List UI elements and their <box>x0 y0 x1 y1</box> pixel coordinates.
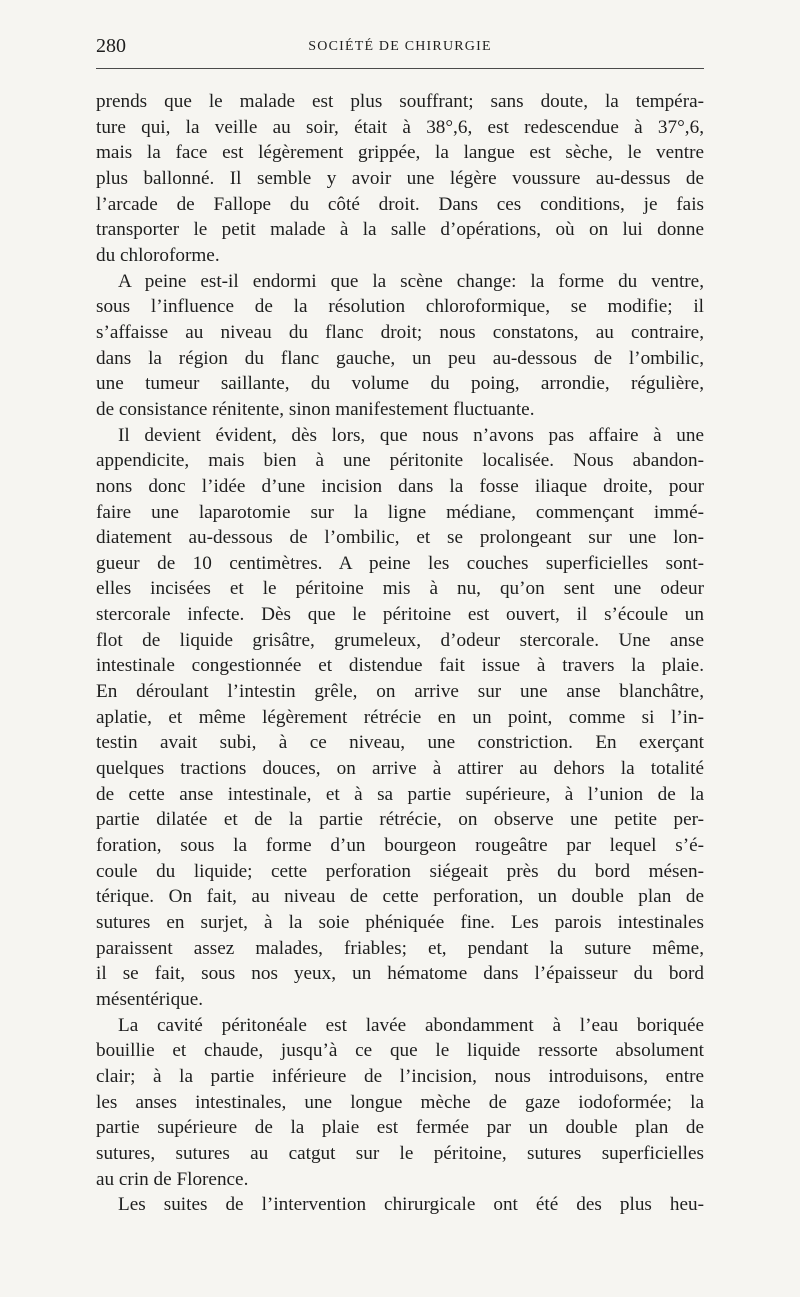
text-line: intestinale congestionnée et distendue fait issue à travers la plaie. <box>96 655 704 677</box>
text-line: de consistance rénitente, sinon manifestement fluctuante. <box>96 398 535 420</box>
text-line: faire une laparotomie sur la ligne médiane, commençant immé- <box>96 501 704 523</box>
text-line: de cette anse intestinale, et à sa partie supérieure, à l’union de la <box>96 783 704 805</box>
text-line: partie supérieure de la plaie est fermée par un double plan de <box>96 1117 704 1139</box>
text-line: dans la région du flanc gauche, un peu au-dessous de l’ombilic, <box>96 347 704 369</box>
text-line: ture qui, la veille au soir, était à 38°,6, est redescendue à 37°,6, <box>96 116 704 138</box>
text-line: sous l’influence de la résolution chloroformique, se modifie; il <box>96 296 704 318</box>
page-header <box>96 34 704 69</box>
text-line: diatement au-dessous de l’ombilic, et se prolongeant sur une lon- <box>96 527 704 549</box>
text-line: plus ballonné. Il semble y avoir une légère voussure au-dessus de <box>96 167 704 189</box>
text-line: appendicite, mais bien à une péritonite localisée. Nous abandon- <box>96 450 704 472</box>
text-line: mais la face est légèrement grippée, la langue est sèche, le ventre <box>96 142 704 164</box>
text-line: une tumeur saillante, du volume du poing, arrondie, régulière, <box>96 373 704 395</box>
body-text <box>96 89 704 1218</box>
text-line: bouillie et chaude, jusqu’à ce que le liquide ressorte absolument <box>96 1040 704 1062</box>
text-line: aplatie, et même légèrement rétrécie en un point, comme si l’in- <box>96 706 704 728</box>
text-line: testin avait subi, à ce niveau, une constriction. En exerçant <box>96 732 704 754</box>
text-line: La cavité péritonéale est lavée abondamment à l’eau boriquée <box>118 1014 704 1036</box>
text-line: coule du liquide; cette perforation siégeait près du bord mésen- <box>96 860 704 882</box>
text-line: il se fait, sous nos yeux, un hématome dans l’épaisseur du bord <box>96 963 704 985</box>
text-line: l’arcade de Fallope du côté droit. Dans ces conditions, je fais <box>96 193 704 215</box>
text-line: gueur de 10 centimètres. A peine les couches superficielles sont- <box>96 552 704 574</box>
text-line: clair; à la partie inférieure de l’incision, nous introduisons, entre <box>96 1065 704 1087</box>
page-number: 280 <box>96 35 126 57</box>
text-line: sutures en surjet, à la soie phéniquée fine. Les parois intestinales <box>96 912 704 933</box>
text-line: partie dilatée et de la partie rétrécie, on observe une petite per- <box>96 809 704 831</box>
text-line: A peine est-il endormi que la scène change: la forme du ventre, <box>118 270 704 292</box>
text-line: En déroulant l’intestin grêle, on arrive sur une anse blanchâtre, <box>96 681 704 703</box>
text-line: stercorale infecte. Dès que le péritoine est ouvert, il s’écoule un <box>96 604 704 626</box>
text-line: s’affaisse au niveau du flanc droit; nous constatons, au contraire, <box>96 321 704 343</box>
text-line: paraissent assez malades, friables; et, pendant la suture même, <box>96 937 704 959</box>
running-title: SOCIÉTÉ DE CHIRURGIE <box>308 39 492 54</box>
text-line: nons donc l’idée d’une incision dans la fosse iliaque droite, pour <box>96 475 704 497</box>
text-line: les anses intestinales, une longue mèche de gaze iodoformée; la <box>96 1091 704 1113</box>
text-line: Les suites de l’intervention chirurgicale ont été des plus heu- <box>118 1194 704 1216</box>
text-line: prends que le malade est plus souffrant; sans doute, la tempéra- <box>96 91 704 112</box>
text-line: flot de liquide grisâtre, grumeleux, d’odeur stercorale. Une anse <box>96 629 704 651</box>
text-line: mésentérique. <box>96 988 204 1010</box>
text-line: térique. On fait, au niveau de cette perforation, un double plan de <box>96 886 704 908</box>
text-line: au crin de Florence. <box>96 1168 249 1190</box>
text-line: elles incisées et le péritoine mis à nu, qu’on sent une odeur <box>96 578 704 600</box>
text-line: Il devient évident, dès lors, que nous n’avons pas affaire à une <box>118 424 704 446</box>
text-line: quelques tractions douces, on arrive à attirer au dehors la totalité <box>96 758 704 780</box>
text-line: transporter le petit malade à la salle d’opérations, où on lui donne <box>96 219 704 241</box>
text-line: du chloroforme. <box>96 244 220 266</box>
text-line: foration, sous la forme d’un bourgeon rougeâtre par lequel s’é- <box>96 835 704 857</box>
text-line: sutures, sutures au catgut sur le péritoine, sutures superficielles <box>96 1142 704 1164</box>
